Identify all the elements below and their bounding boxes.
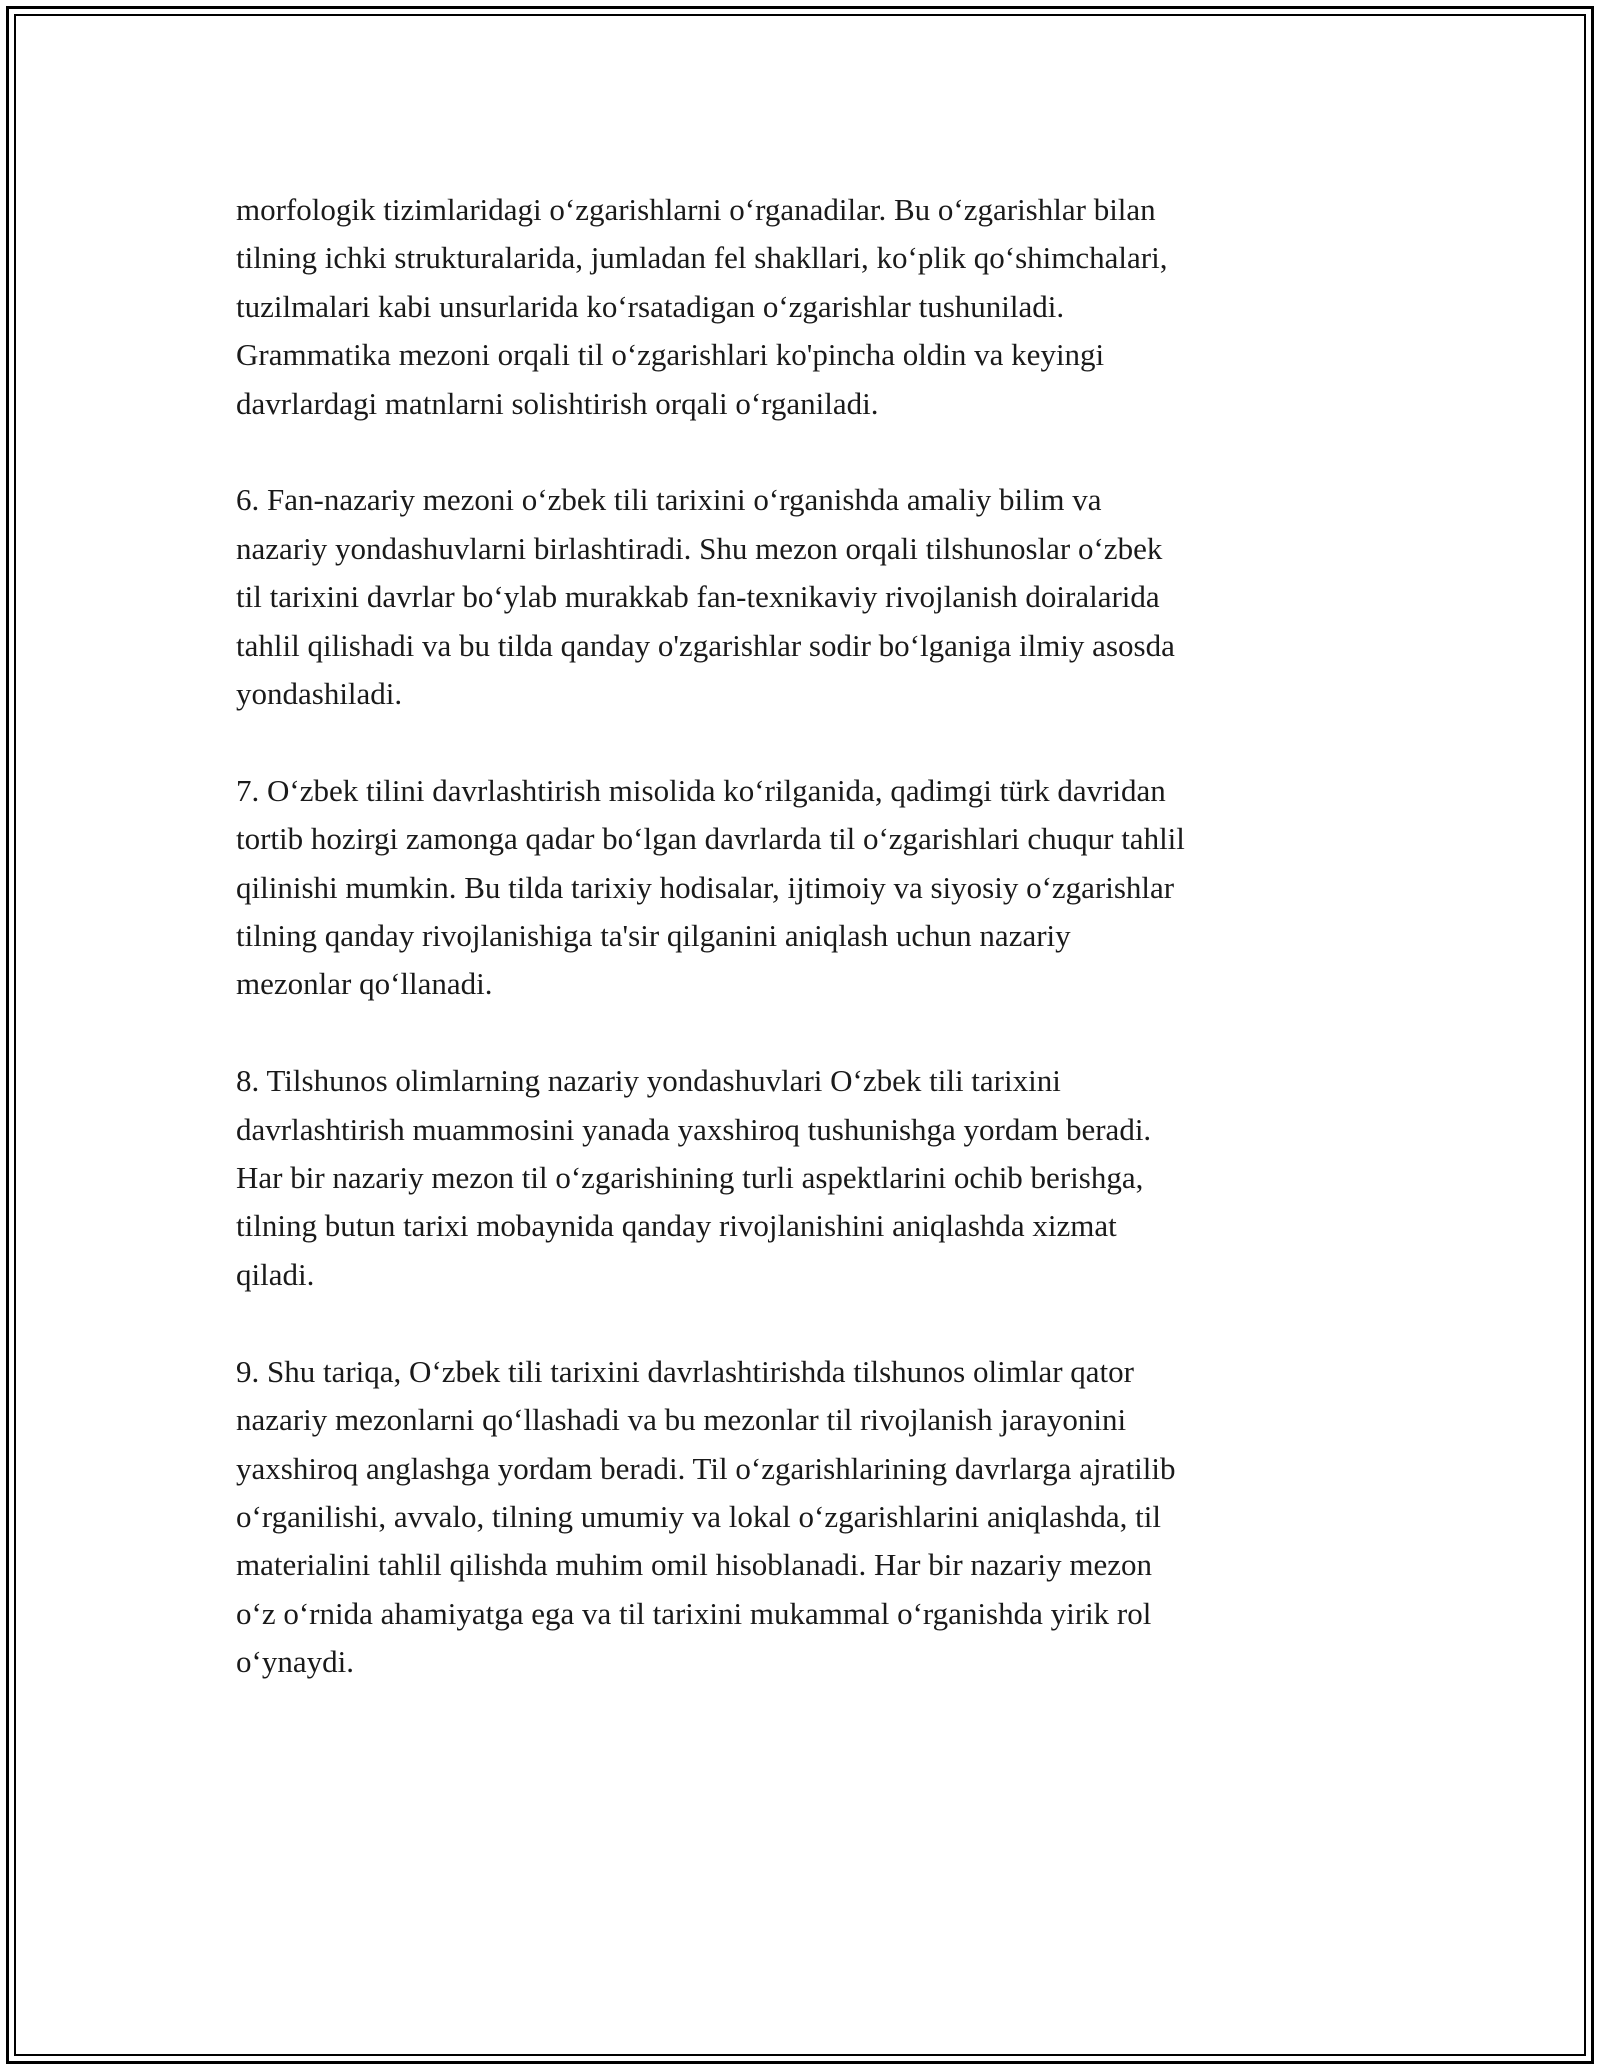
text-line: tilning qanday rivojlanishiga ta'sir qilganini aniqlash uchun nazariy [236,918,1071,954]
text-line: 9. Shu tariqa, O‘zbek tili tarixini davrlashtirishda tilshunos olimlar qator [236,1353,1134,1389]
document-body [236,186,1376,1687]
text-line: Har bir nazariy mezon til o‘zgarishining turli aspektlarini ochib berishga, [236,1160,1144,1196]
text-line: qiladi. [236,1256,315,1292]
text-line: til tarixini davrlar bo‘ylab murakkab fan-texnikaviy rivojlanish doiralarida [236,579,1160,615]
text-line: yondashiladi. [236,676,403,712]
text-line: yaxshiroq anglashga yordam beradi. Til o‘zgarishlarining davrlarga ajratilib [236,1450,1176,1486]
text-line: 6. Fan-nazariy mezoni o‘zbek tili tarixini o‘rganishda amaliy bilim va [236,482,1102,518]
text-line: o‘rganilishi, avvalo, tilning umumiy va lokal o‘zgarishlarini aniqlashda, til [236,1498,1161,1534]
paragraph-item-8 [236,1057,1376,1299]
text-line: tortib hozirgi zamonga qadar bo‘lgan davrlarda til o‘zgarishlari chuqur tahlil [236,821,1185,857]
text-line: materialini tahlil qilishda muhim omil hisoblanadi. Har bir nazariy mezon [236,1547,1152,1583]
text-line: davrlashtirish muammosini yanada yaxshiroq tushunishga yordam beradi. [236,1111,1152,1147]
text-line: mezonlar qo‘llanadi. [236,966,493,1002]
paragraph-item-7 [236,767,1376,1009]
text-line: davrlardagi matnlarni solishtirish orqali o‘rganiladi. [236,385,879,421]
text-line: tuzilmalari kabi unsurlarida ko‘rsatadigan o‘zgarishlar tushuniladi. [236,288,1065,324]
text-line: Grammatika mezoni orqali til o‘zgarishlari ko'pincha oldin va keyingi [236,337,1105,373]
text-line: o‘ynaydi. [236,1644,354,1680]
paragraph-item-6 [236,476,1376,718]
text-line: 8. Tilshunos olimlarning nazariy yondashuvlari O‘zbek tili tarixini [236,1063,1061,1099]
paragraph-item-9 [236,1348,1376,1687]
paragraph-continuation [236,186,1376,428]
text-line: tahlil qilishadi va bu tilda qanday o'zgarishlar sodir bo‘lganiga ilmiy asosda [236,627,1175,663]
text-line: morfologik tizimlaridagi o‘zgarishlarni o‘rganadilar. Bu o‘zgarishlar bilan [236,192,1156,227]
text-line: tilning butun tarixi mobaynida qanday rivojlanishini aniqlashda xizmat [236,1208,1117,1244]
text-line: tilning ichki strukturalarida, jumladan fel shakllari, ko‘plik qo‘shimchalari, [236,240,1168,276]
text-line: o‘z o‘rnida ahamiyatga ega va til tarixini mukammal o‘rganishda yirik rol [236,1595,1152,1631]
text-line: nazariy yondashuvlarni birlashtiradi. Shu mezon orqali tilshunoslar o‘zbek [236,530,1163,566]
text-line: 7. O‘zbek tilini davrlashtirish misolida ko‘rilganida, qadimgi türk davridan [236,772,1166,808]
text-line: nazariy mezonlarni qo‘llashadi va bu mezonlar til rivojlanish jarayonini [236,1402,1127,1438]
text-line: qilinishi mumkin. Bu tilda tarixiy hodisalar, ijtimoiy va siyosiy o‘zgarishlar [236,869,1175,905]
